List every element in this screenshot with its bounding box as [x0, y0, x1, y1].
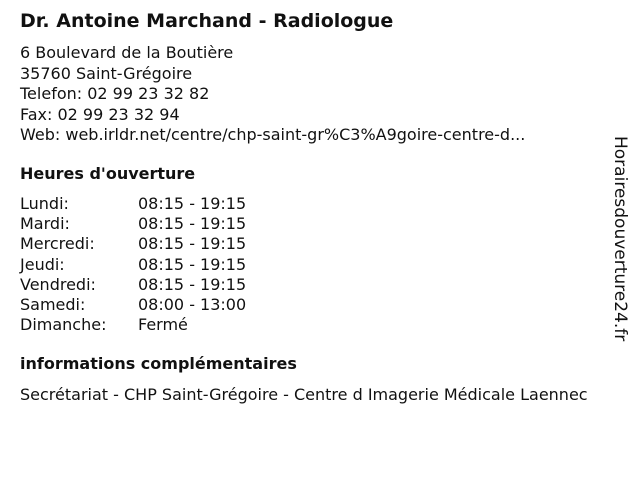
additional-info-heading: informations complémentaires	[20, 354, 297, 373]
page-title: Dr. Antoine Marchand - Radiologue	[20, 10, 394, 32]
phone-number: Telefon: 02 99 23 32 82	[20, 84, 210, 103]
opening-hours-table	[20, 194, 246, 335]
hours-value: 08:00 - 13:00	[138, 295, 247, 315]
address-city: 35760 Saint-Grégoire	[20, 63, 193, 83]
hours-row-tuesday	[20, 214, 246, 234]
hours-value: 08:15 - 19:15	[138, 214, 247, 234]
day-label: Samedi:	[20, 295, 86, 315]
opening-hours-heading: Heures d'ouverture	[20, 164, 196, 183]
fax-number: Fax: 02 99 23 32 94	[20, 104, 180, 124]
hours-row-saturday	[20, 295, 246, 315]
address-street: 6 Boulevard de la Boutière	[20, 43, 234, 62]
additional-info-text: Secrétariat - CHP Saint-Grégoire - Centre d Imagerie Médicale Laennec	[20, 385, 588, 404]
day-label: Mardi:	[20, 214, 70, 234]
day-label: Vendredi:	[20, 274, 96, 294]
website-link[interactable]: Web: web.irldr.net/centre/chp-saint-gr%C3%A9goire-centre-d...	[20, 125, 526, 144]
hours-value: Fermé	[138, 315, 188, 335]
hours-row-wednesday	[20, 234, 246, 254]
address-block	[20, 43, 525, 146]
hours-row-monday	[20, 194, 246, 214]
hours-value: 08:15 - 19:15	[138, 254, 247, 274]
hours-value: 08:15 - 19:15	[138, 194, 247, 213]
hours-value: 08:15 - 19:15	[138, 274, 247, 294]
day-label: Mercredi:	[20, 234, 95, 254]
hours-row-friday	[20, 275, 246, 295]
day-label: Dimanche:	[20, 315, 107, 335]
hours-row-thursday	[20, 255, 246, 275]
site-watermark: Horairesdouverture24.fr	[610, 136, 630, 342]
day-label: Lundi:	[20, 194, 69, 213]
day-label: Jeudi:	[20, 254, 65, 274]
hours-row-sunday	[20, 315, 246, 335]
hours-value: 08:15 - 19:15	[138, 234, 247, 254]
